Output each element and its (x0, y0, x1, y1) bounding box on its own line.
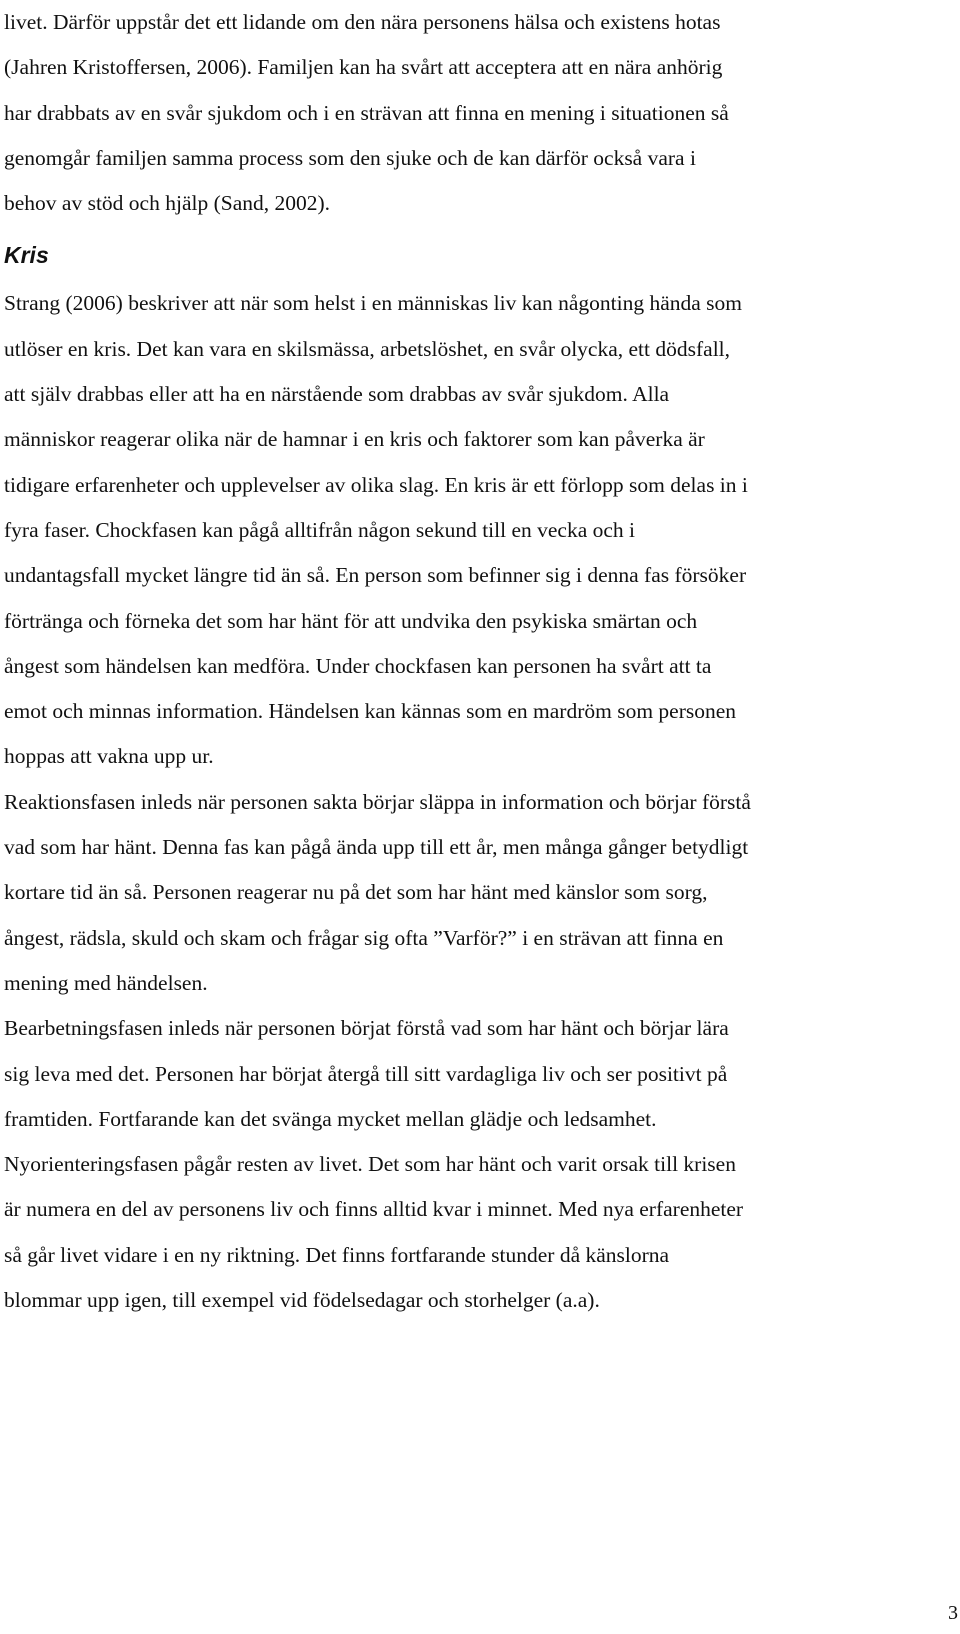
text-line: behov av stöd och hjälp (Sand, 2002). (4, 191, 331, 216)
text-line: fyra faser. Chockfasen kan pågå alltifrån någon sekund till en vecka och i (4, 517, 636, 542)
text-line: människor reagerar olika när de hamnar i en kris och faktorer som kan påverka är (4, 427, 705, 452)
text-line: Nyorienteringsfasen pågår resten av livet. Det som har hänt och varit orsak till krisen (4, 1152, 736, 1177)
text-line: livet. Därför uppstår det ett lidande om den nära personens hälsa och existens hotas (4, 10, 721, 34)
page-number: 3 (948, 1602, 958, 1624)
text-line: Strang (2006) beskriver att när som helst i en människas liv kan någonting hända som (4, 291, 743, 316)
text-line: är numera en del av personens liv och finns alltid kvar i minnet. Med nya erfarenheter (4, 1197, 744, 1222)
text-line: hoppas att vakna upp ur. (4, 744, 214, 769)
text-line: Bearbetningsfasen inleds när personen börjat förstå vad som har hänt och börjar lära (4, 1016, 729, 1041)
text-line: förtränga och förneka det som har hänt för att undvika den psykiska smärtan och (4, 608, 698, 633)
text-line: så går livet vidare i en ny riktning. Det finns fortfarande stunder då känslorna (4, 1242, 670, 1267)
text-line: Reaktionsfasen inleds när personen sakta börjar släppa in information och börjar förstå (4, 789, 751, 814)
text-line: har drabbats av en svår sjukdom och i en strävan att finna en mening i situationen så (4, 100, 729, 125)
text-line: genomgår familjen samma process som den sjuke och de kan därför också vara i (4, 145, 696, 170)
text-line: (Jahren Kristoffersen, 2006). Familjen kan ha svårt att acceptera att en nära anhörig (4, 55, 723, 80)
text-line: tidigare erfarenheter och upplevelser av olika slag. En kris är ett förlopp som delas in i (4, 472, 748, 497)
text-line: ångest, rädsla, skuld och skam och frågar sig ofta ”Varför?” i en strävan att finna en (4, 925, 724, 950)
text-line: mening med händelsen. (4, 970, 208, 995)
text-line: vad som har hänt. Denna fas kan pågå ända upp till ett år, men många gånger betydligt (4, 835, 749, 860)
text-line: framtiden. Fortfarande kan det svänga mycket mellan glädje och ledsamhet. (4, 1106, 657, 1131)
text-column (4, 0, 954, 1323)
paragraph-bearbetningsfasen (4, 1006, 954, 1142)
text-line: ångest som händelsen kan medföra. Under chockfasen kan personen ha svårt att ta (4, 653, 712, 678)
paragraph-intro (4, 0, 954, 226)
section-heading-kris: Kris (4, 242, 49, 269)
text-line: emot och minnas information. Händelsen kan kännas som en mardröm som personen (4, 699, 737, 724)
text-line: blommar upp igen, till exempel vid födelsedagar och storhelger (a.a). (4, 1288, 600, 1313)
text-line: sig leva med det. Personen har börjat återgå till sitt vardagliga liv och ser positivt på (4, 1061, 728, 1086)
paragraph-reaktionsfasen (4, 780, 954, 1006)
paragraph-nyorienteringsfasen (4, 1142, 954, 1323)
text-line: utlöser en kris. Det kan vara en skilsmässa, arbetslöshet, en svår olycka, ett dödsfall, (4, 336, 731, 361)
text-line: kortare tid än så. Personen reagerar nu på det som har hänt med känslor som sorg, (4, 880, 708, 905)
text-line: att själv drabbas eller att ha en närstående som drabbas av svår sjukdom. Alla (4, 382, 670, 407)
text-line: undantagsfall mycket längre tid än så. En person som befinner sig i denna fas försöker (4, 563, 747, 588)
paragraph-kris (4, 281, 954, 779)
